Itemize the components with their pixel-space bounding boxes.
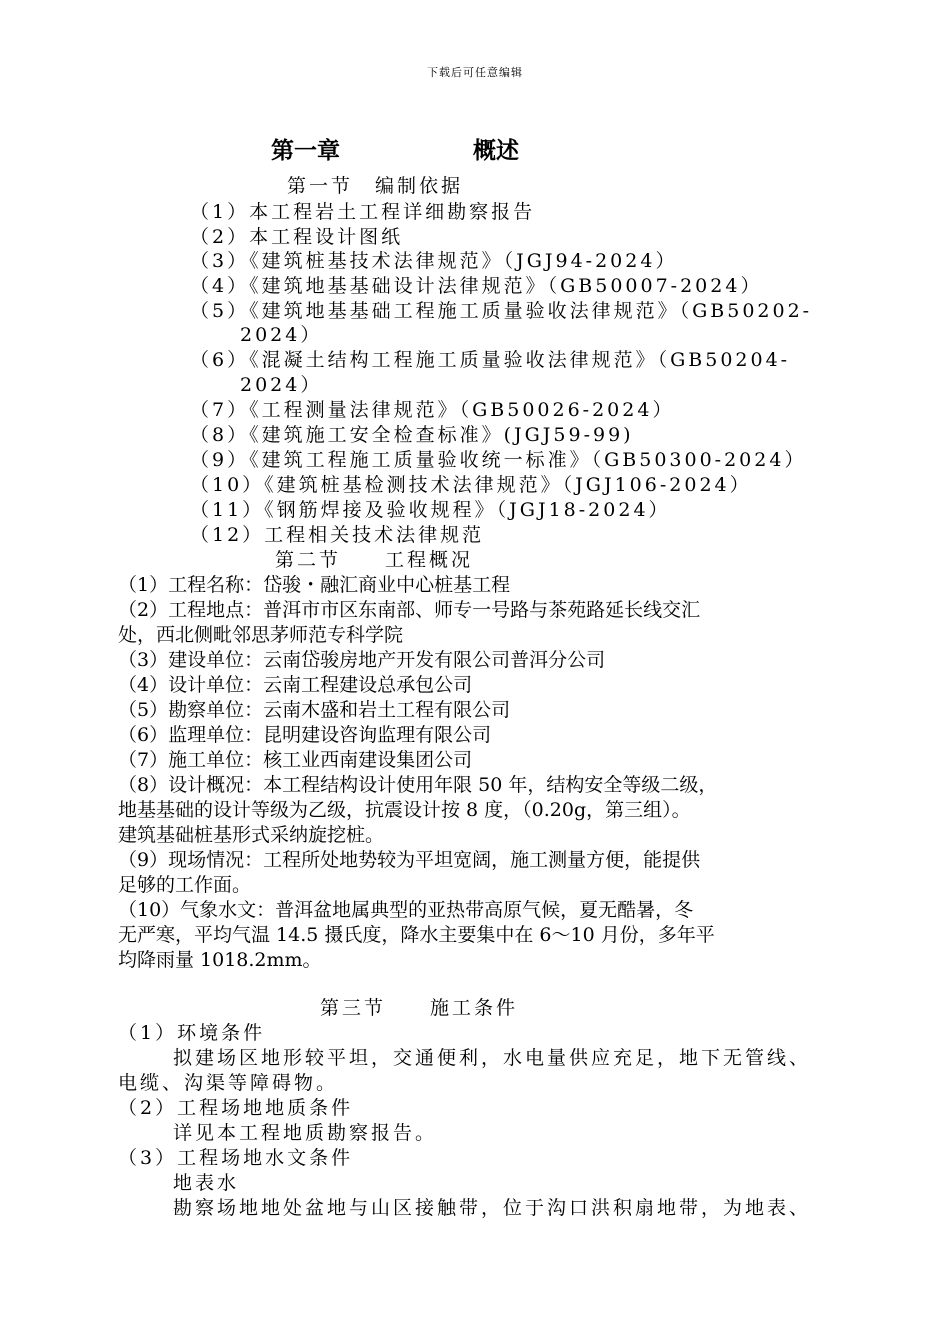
condition-text-1: 拟建场区地形较平坦，交通便利，水电量供应充足，地下无管线、 — [173, 1047, 812, 1069]
condition-heading-3: （3）工程场地水文条件 — [118, 1147, 354, 1169]
basis-item-2: （2）本工程设计图纸 — [190, 226, 404, 248]
header-note: 下载后可任意编辑 — [427, 66, 523, 79]
section-1-title: 第一节 编制依据 — [287, 175, 464, 197]
condition-text-1-cont: 电缆、沟渠等障碍物。 — [118, 1072, 339, 1094]
overview-line-7: （6）监理单位：昆明建设咨询监理有限公司 — [118, 724, 492, 746]
basis-item-5-cont: 2024） — [240, 324, 323, 346]
chapter-title: 概述 — [473, 137, 519, 164]
overview-line-15: 无严寒，平均气温 14.5 摄氏度，降水主要集中在 6～10 月份，多年平 — [118, 924, 715, 946]
basis-item-12: （12）工程相关技术法律规范 — [190, 524, 485, 546]
chapter-number: 第一章 — [271, 137, 340, 164]
basis-item-5: （5）《建筑地基基础工程施工质量验收法律规范》（GB50202- — [190, 300, 813, 322]
condition-text-3: 勘察场地地处盆地与山区接触带，位于沟口洪积扇地带，为地表、 — [173, 1197, 812, 1219]
basis-item-6-cont: 2024） — [240, 374, 323, 396]
basis-item-4: （4）《建筑地基基础设计法律规范》（GB50007-2024） — [190, 275, 763, 297]
overview-line-3: 处，西北侧毗邻思茅师范专科学院 — [118, 624, 404, 646]
basis-item-8: （8）《建筑施工安全检查标准》(JGJ59-99) — [190, 424, 634, 446]
basis-item-9: （9）《建筑工程施工质量验收统一标准》（GB50300-2024） — [190, 449, 807, 471]
overview-line-13: 足够的工作面。 — [118, 874, 252, 896]
overview-line-1: （1）工程名称：岱骏・融汇商业中心桩基工程 — [118, 574, 511, 596]
overview-line-6: （5）勘察单位：云南木盛和岩土工程有限公司 — [118, 699, 511, 721]
overview-line-14: （10）气象水文：普洱盆地属典型的亚热带高原气候，夏无酷暑，冬 — [118, 899, 694, 921]
overview-line-12: （9）现场情况：工程所处地势较为平坦宽阔，施工测量方便，能提供 — [118, 849, 701, 871]
overview-line-4: （3）建设单位：云南岱骏房地产开发有限公司普洱分公司 — [118, 649, 606, 671]
basis-item-1: （1）本工程岩土工程详细勘察报告 — [190, 201, 536, 223]
basis-item-6: （6）《混凝土结构工程施工质量验收法律规范》（GB50204- — [190, 349, 791, 371]
basis-item-7: （7）《工程测量法律规范》（GB50026-2024） — [190, 399, 675, 421]
overview-line-5: （4）设计单位：云南工程建设总承包公司 — [118, 674, 473, 696]
basis-item-3: （3）《建筑桩基技术法律规范》（JGJ94-2024） — [190, 250, 678, 272]
condition-heading-1: （1）环境条件 — [118, 1022, 266, 1044]
section-2-title: 第二节 工程概况 — [275, 549, 474, 571]
overview-line-2: （2）工程地点：普洱市市区东南部、师专一号路与茶苑路延长线交汇 — [118, 599, 701, 621]
overview-line-10: 地基基础的设计等级为乙级，抗震设计按 8 度，（0.20g，第三组）。 — [118, 799, 691, 821]
basis-item-11: （11）《钢筋焊接及验收规程》（JGJ18-2024） — [190, 499, 671, 521]
section-3-title: 第三节 施工条件 — [320, 997, 519, 1019]
condition-subheading-surface-water: 地表水 — [173, 1172, 240, 1194]
overview-line-9: （8）设计概况：本工程结构设计使用年限 50 年，结构安全等级二级， — [118, 774, 718, 796]
basis-item-10: （10）《建筑桩基检测技术法律规范》（JGJ106-2024） — [190, 474, 752, 496]
condition-text-2: 详见本工程地质勘察报告。 — [173, 1122, 438, 1144]
condition-heading-2: （2）工程场地地质条件 — [118, 1097, 354, 1119]
overview-line-16: 均降雨量 1018.2mm。 — [118, 949, 322, 971]
overview-line-11: 建筑基础桩基形式采纳旋挖桩。 — [118, 824, 385, 846]
overview-line-8: （7）施工单位：核工业西南建设集团公司 — [118, 749, 473, 771]
